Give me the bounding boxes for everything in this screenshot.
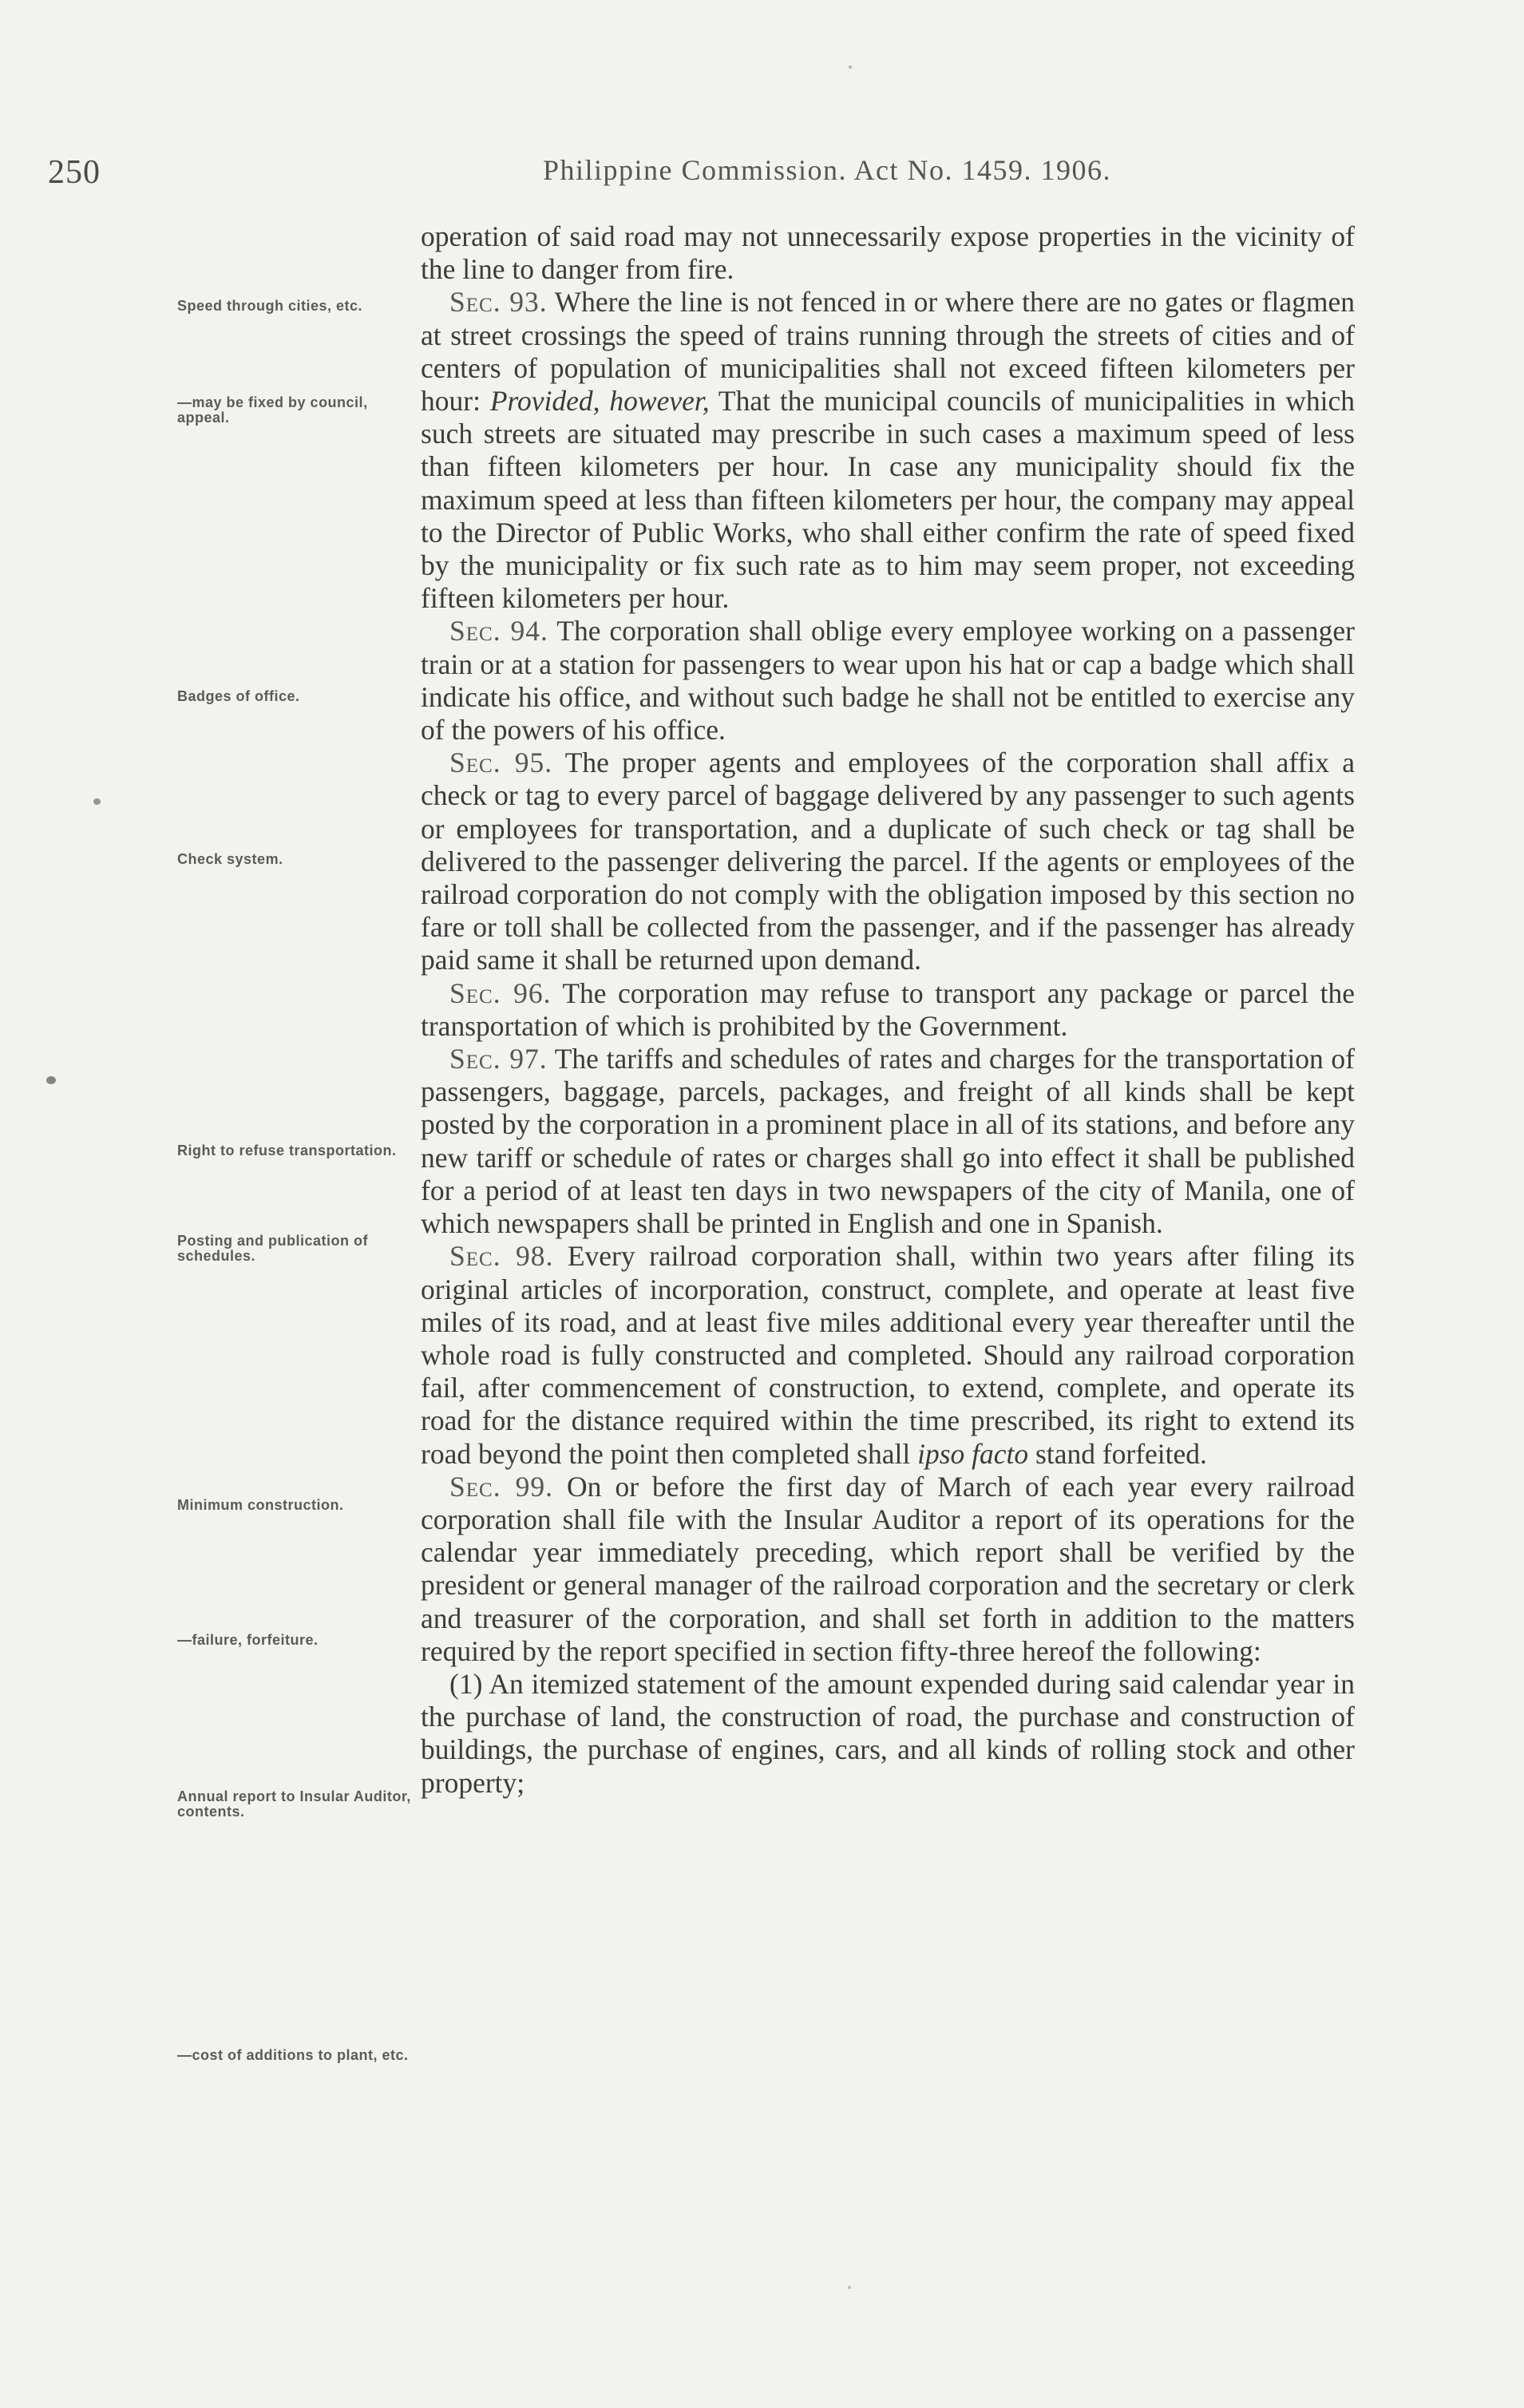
margin-note: Check system. — [177, 851, 283, 867]
paragraph — [421, 615, 1355, 747]
paragraph-text: Every railroad corporation shall, within two years after filing its original articles of incorporation, construct, complete, and operate at least five miles of its road, and at least five miles additional every year thereafter until the whole road is fully constructed and completed. Should any railroad corporation fail, after commencement of construction, to extend, complete, and operate its road for the distance required within the time prescribed, its right to extend its road beyond the point then completed shall — [421, 1240, 1355, 1470]
paragraph — [421, 1240, 1355, 1470]
section-number: Sec. 97. — [449, 1043, 548, 1075]
paragraph — [421, 1043, 1355, 1240]
scan-speck — [46, 1076, 56, 1084]
margin-note: —cost of additions to plant, etc. — [177, 2047, 409, 2063]
paragraph-text: An itemized statement of the amount expended during said calendar year in the purchase of land, the construction of road, the purchase and construction of buildings, the purchase of engines, cars, and all kinds of rolling stock and other property; — [421, 1667, 1355, 1799]
paragraph — [421, 1471, 1355, 1668]
scan-speck — [848, 2286, 851, 2289]
paragraph-text: operation of said road may not unnecessarily expose properties in the vicinity of the line to danger from fire. — [421, 220, 1355, 286]
scan-speck — [93, 798, 101, 805]
section-number: Sec. 99. — [449, 1470, 553, 1503]
page-number: 250 — [48, 154, 101, 191]
paragraph-text: Where the line is not fenced in or where there are no gates or flagmen at street crossings the speed of trains running through the streets of cities and of centers of population of municipalities shall not exceed fifteen kilometers per hour: — [421, 286, 1356, 418]
italic-phrase: Provided, however, — [489, 385, 710, 418]
paragraph — [421, 220, 1355, 286]
margin-note: Posting and publication of schedules. — [177, 1233, 368, 1264]
section-number: Sec. 94. — [449, 615, 548, 648]
margin-note: Right to refuse transportation. — [177, 1143, 397, 1158]
section-number: Sec. 96. — [449, 976, 552, 1009]
section-number: Sec. 93. — [449, 286, 548, 319]
section-number: Sec. 95. — [449, 747, 553, 779]
paragraph — [421, 977, 1355, 1043]
margin-note: Annual report to Insular Auditor, contents. — [177, 1788, 411, 1820]
paragraph-text: The proper agents and employees of the corporation shall affix a check or tag to every parcel of baggage delivered by any passenger to such agents or employees for transportation, and a duplicate of such check or tag shall be delivered to the passenger delivering the parcel. If the agents or employees of the railroad corporation do not comply with the obligation imposed by this section no fare or toll shall be collected from the passenger, and if the passenger has already paid same it shall be returned upon demand. — [421, 747, 1355, 976]
body-column — [421, 220, 1355, 1800]
paragraph-text: The corporation shall oblige every employee working on a passenger train or at a station for passengers to wear upon his hat or cap a badge which shall indicate his office, and without such badge he shall not be entitled to exercise any of the powers of his office. — [421, 615, 1355, 747]
italic-phrase: ipso facto — [917, 1437, 1029, 1470]
margin-note: Minimum construction. — [177, 1497, 344, 1513]
margin-note: —failure, forfeiture. — [177, 1632, 319, 1648]
margin-note: —may be fixed by council, appeal. — [177, 394, 368, 426]
scan-speck — [849, 65, 852, 69]
paragraph-text: On or before the first day of March of each year every railroad corporation shall file with the Insular Auditor a report of its operations for the calendar year immediately preceding, which report shall be verified by the president or general manager of the railroad corporation and the secretary or clerk and treasurer of the corporation, and shall set forth in addition to the matters required by the report specified in section fifty-three hereof the following: — [421, 1470, 1356, 1667]
margin-note: Speed through cities, etc. — [177, 298, 363, 314]
section-number: Sec. 98. — [449, 1240, 554, 1273]
paragraph — [421, 286, 1355, 615]
paragraph-text: The tariffs and schedules of rates and charges for the transportation of passengers, baggage, parcels, packages, and freight of all kinds shall be kept posted by the corporation in a prominent place in all of its stations, and before any new tariff or schedule of rates or charges shall go into effect it shall be published for a period of at least ten days in two newspapers of the city of Manila, one of which newspapers shall be printed in English and one in Spanish. — [421, 1043, 1356, 1240]
paragraph — [421, 1668, 1355, 1800]
paragraph-text: stand forfeited. — [1035, 1437, 1207, 1470]
paragraph-text: The corporation may refuse to transport any package or parcel the transportation of which is prohibited by the Government. — [421, 976, 1356, 1042]
margin-note: Badges of office. — [177, 688, 300, 704]
running-head: Philippine Commission. Act No. 1459. 1906. — [543, 154, 1112, 186]
paragraph-text: That the municipal councils of municipalities in which such streets are situated may prescribe in such cases a maximum speed of less than fifteen kilometers per hour. In case any municipality should fix the maximum speed at less than fifteen kilometers per hour, the company may appeal to the Director of Public Works, who shall either confirm the rate of speed fixed by the municipality or fix such rate as to him may seem proper, not exceeding fifteen kilometers per hour. — [421, 385, 1356, 615]
paragraph — [421, 747, 1355, 976]
item-number: (1) — [449, 1667, 483, 1700]
